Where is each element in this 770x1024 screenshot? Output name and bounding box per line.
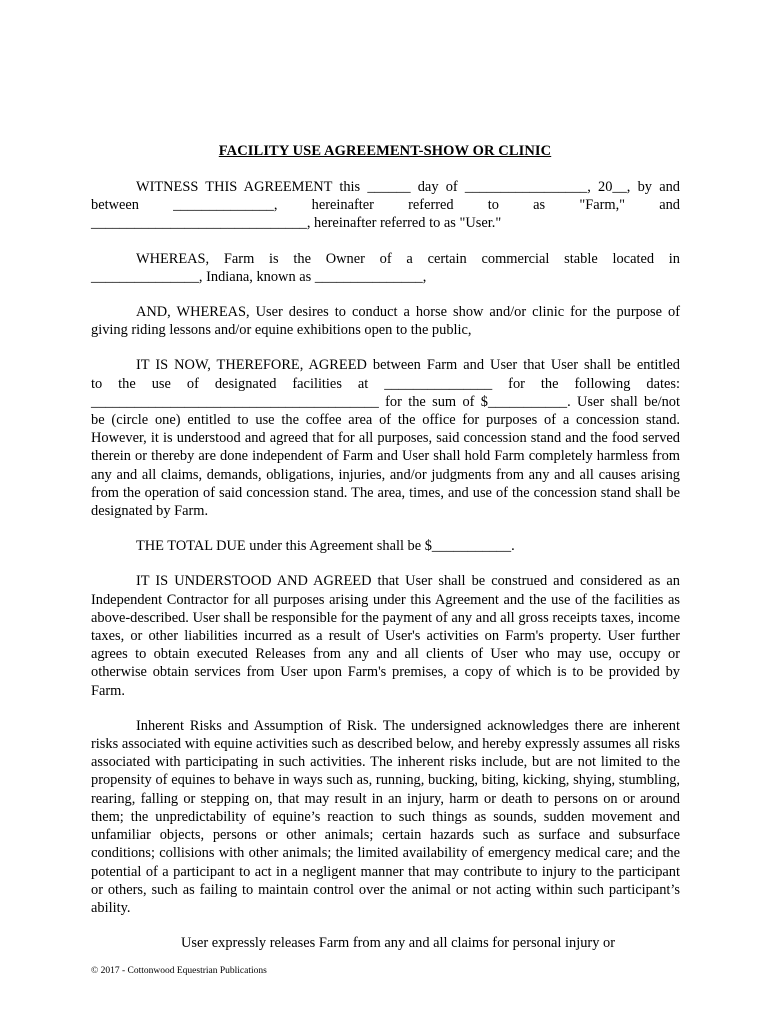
total-due-paragraph: THE TOTAL DUE under this Agreement shall be $___________. bbox=[136, 538, 515, 555]
and-whereas-paragraph: AND, WHEREAS, User desires to conduct a horse show and/or clinic for the purpose of giving riding lessons and/or equine exhibitions open to the public, bbox=[91, 304, 680, 339]
it-is-now-line-1: IT IS NOW, THEREFORE, AGREED between Farm and User that User shall be entitled bbox=[136, 357, 680, 374]
understood-paragraph: IT IS UNDERSTOOD AND AGREED that User shall be construed and considered as an Independent Contractor for all purposes arising under this Agreement and the use of the facilities as above-described. User shall be responsible for the payment of any and all gross receipts taxes, income taxes, or other liabilities incurred as a result of User's activities on Farm's property. User further agrees to obtain executed Releases from any and all clients of User who may use, occupy or otherwise obtain services from User upon Farm's premises, a copy of which is to be provided by Farm. bbox=[91, 573, 680, 699]
witness-line-3: ______________________________, hereinafter referred to as "User." bbox=[91, 215, 502, 232]
whereas-paragraph bbox=[91, 250, 680, 286]
witness-paragraph bbox=[91, 178, 680, 233]
whereas-line-1: WHEREAS, Farm is the Owner of a certain commercial stable located in bbox=[136, 250, 680, 267]
it-is-now-line-2: to the use of designated facilities at _______________ for the following dates: bbox=[91, 375, 680, 392]
it-is-now-line-3: ________________________________________ for the sum of $___________. User shall be/not bbox=[91, 393, 680, 410]
document-title: FACILITY USE AGREEMENT-SHOW OR CLINIC bbox=[218, 143, 552, 159]
it-is-now-rest: be (circle one) entitled to use the coffee area of the office for purposes of a concession stand. However, it is understood and agreed that for all purposes, said concession stand and the food served therein or thereby are done independent of Farm and User shall hold Farm completely harmless from any and all claims, demands, obligations, injuries, and/or judgments from any and all causes arising from the operation of said concession stand. The area, times, and use of the concession stand shall be designated by Farm. bbox=[91, 412, 680, 520]
whereas-line-2: _______________, Indiana, known as _______________, bbox=[91, 268, 427, 285]
witness-line-1: WITNESS THIS AGREEMENT this ______ day of _________________, 20__, by and bbox=[136, 179, 680, 195]
footer-copyright: © 2017 - Cottonwood Equestrian Publications bbox=[91, 966, 267, 976]
document-body bbox=[91, 178, 680, 969]
inherent-risks-paragraph: Inherent Risks and Assumption of Risk. The undersigned acknowledges there are inherent risks associated with equine activities such as described below, and hereby expressly assumes all risks associated with participating in such activities. The inherent risks include, but are not limited to the propensity of equines to behave in ways such as, running, bucking, biting, kicking, shying, stumbling, rearing, falling or stepping on, that may result in an injury, harm or death to persons on or around them; the unpredictability of equine’s reaction to such things as sounds, sudden movement and unfamiliar objects, persons or other animals; certain hazards such as surface and subsurface conditions; collisions with other animals; the limited availability of emergency medical care; and the potential of a participant to act in a negligent manner that may contribute to injury to the participant or others, such as failing to maintain control over the animal or not acting within such participant’s ability. bbox=[91, 717, 680, 916]
witness-line-2: between ______________, hereinafter referred to as "Farm," and bbox=[91, 197, 680, 214]
releases-paragraph: User expressly releases Farm from any and all claims for personal injury or bbox=[181, 935, 615, 952]
it-is-now-paragraph bbox=[91, 356, 680, 520]
